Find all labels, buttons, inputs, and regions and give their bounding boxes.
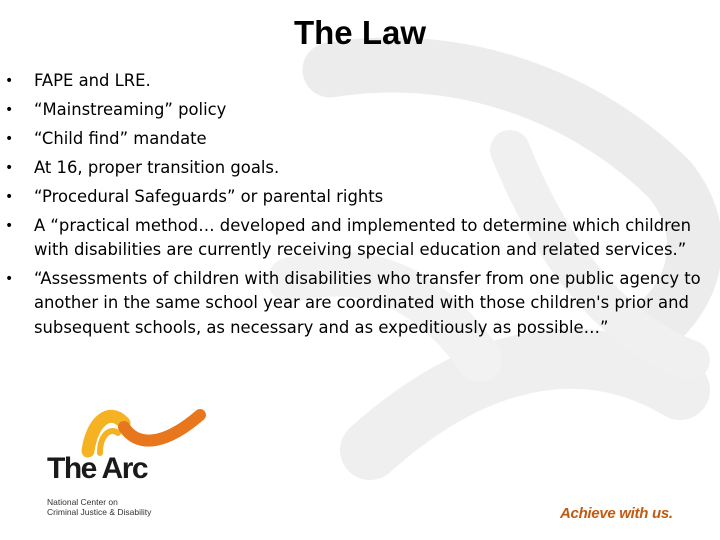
- logo-subtitle-line: National Center on: [47, 497, 118, 507]
- bullet-item: [0, 156, 705, 180]
- slide-title: The Law: [293, 14, 427, 51]
- bullet-item: [0, 127, 705, 151]
- bullet-text: “Procedural Safeguards” or parental rights: [34, 187, 384, 206]
- bullet-dot: •: [5, 218, 14, 234]
- bullet-item: [0, 185, 705, 209]
- bullet-dot: •: [5, 189, 14, 205]
- bullet-dot: •: [5, 160, 14, 176]
- bullet-item: [0, 98, 705, 122]
- bullet-item: [0, 214, 705, 262]
- bullet-text: “Assessments of children with disabilities who transfer from one public agency to another in the same school year are coordinated with those children's prior and subsequent schools, as necessary and as expeditiously as possible…”: [34, 269, 701, 337]
- bullet-dot: •: [5, 271, 14, 288]
- bullet-item: [0, 267, 705, 340]
- bullet-text: “Mainstreaming” policy: [34, 100, 227, 119]
- bullet-text: At 16, proper transition goals.: [34, 158, 280, 177]
- logo-subtitle: [47, 497, 207, 517]
- bullet-dot: •: [5, 102, 14, 118]
- bullet-dot: •: [5, 131, 14, 147]
- bullet-list: [0, 69, 705, 345]
- logo-wordmark: The Arc: [47, 452, 148, 485]
- tagline: Achieve with us.: [560, 505, 673, 522]
- bullet-text: “Child find” mandate: [34, 129, 207, 148]
- bullet-dot: •: [5, 73, 14, 89]
- bullet-item: [0, 69, 705, 93]
- bullet-text: FAPE and LRE.: [34, 71, 151, 90]
- logo-subtitle-line: Criminal Justice & Disability: [47, 507, 152, 517]
- bullet-text: A “practical method… developed and implemented to determine which children with disabilities are currently receiving special education and related services.”: [34, 216, 691, 260]
